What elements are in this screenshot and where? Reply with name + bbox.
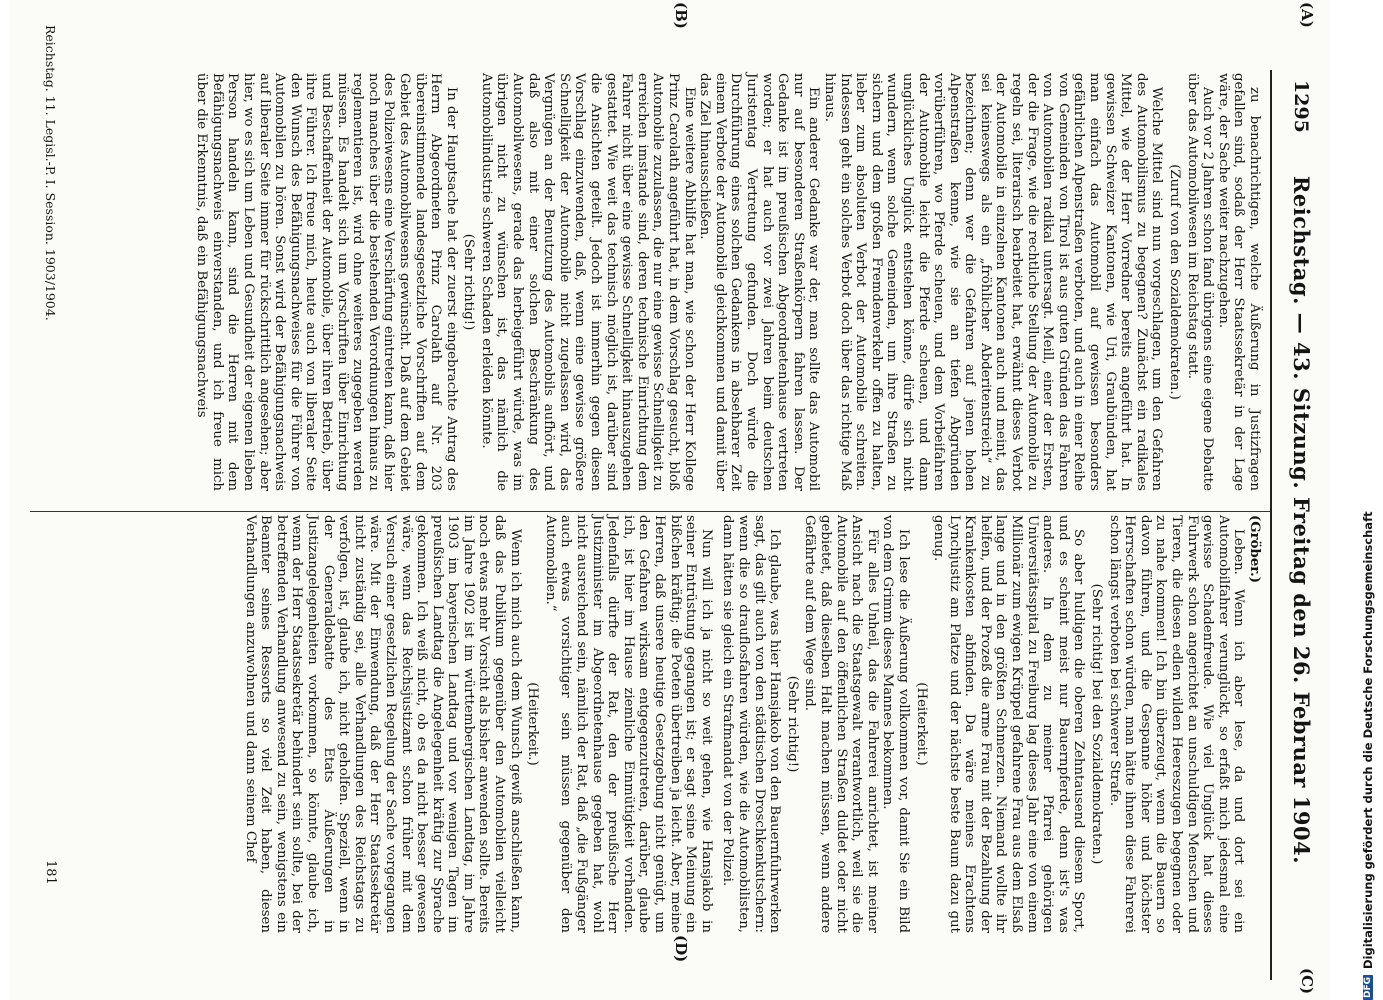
document-page xyxy=(10,0,1330,1000)
paragraph: Ich lese die Äußerung vollkommen vor, damit Sie ein Bild von dem Grimm dieses Mannes bekommen. xyxy=(880,515,911,933)
paragraph: Welche Mittel sind nun vorgeschlagen, um den Gefahren des Automobilismus zu begegnen? Zunächst ein radikales Mittel, wie der Herr Vorredner bereits angeführt hat. In gewissen Schweizer Kantonen, wie Uri, Graubünden, hat man einfach das Automobil auf gewissen besonders gefährlichen Alpenstraßen verboten, und auch in einer Reihe von Gemeinden von Tirol ist aus guten Gründen das Fahren von Automobilen radikal untersagt. Meill, einer der Ersten, der die Frage, wie die rechtliche Stellung der Automobile zu regeln sei, literarisch bearbeitet hat, erwähnt dieses Verbot der Automobile in einzelnen Kantonen auch und meint, das sei keineswegs als ein „fröhlicher Abderitenstreich“ zu bezeichnen; denn wer die Gefahren auf jenen hohen Alpenstraßen kenne, wie sie an tiefen Abgründen vorüberführen, wo Pferde scheuen, und dem Vorbeifahren der Automobile leicht die Pferde scheuen, und dann unglückliches Unglück entstehen könne, dürfe sich nicht wundern, wenn solche Gemeinden, um ihre Straßen zu sichern und dem großen Fremdenverkehr offen zu halten, lieber zum absoluten Verbot der Automobile schreiten. Indessen geht ein solches Verbot doch über das richtige Maß hinaus. xyxy=(821,73,1165,491)
interjection: (Sehr richtig!) xyxy=(784,675,800,773)
page-header xyxy=(1276,70,1316,970)
speaker-name: (Gröber.) xyxy=(1247,515,1262,583)
digitization-credit xyxy=(1361,0,1375,1000)
interjection: (Zuruf von den Sozialdemokraten.) xyxy=(1167,164,1183,400)
header-title: Reichstag. — 43. Sitzung. Freitag den 26. Februar 1904. xyxy=(1289,175,1314,865)
interjection: (Sehr richtig! bei den Sozialdemokraten.) xyxy=(1089,583,1105,865)
left-column xyxy=(242,515,1262,933)
interjection: (Heiterkeit.) xyxy=(913,682,929,766)
margin-mark-c: (C) xyxy=(1298,968,1316,995)
margin-mark-d: (D) xyxy=(672,935,690,963)
column-divider xyxy=(30,511,1270,512)
credit-text: Digitalisierung gefördert durch die Deutsche Forschungsgemeinschaft xyxy=(1361,511,1375,969)
paragraph: zu benachrichtigen, welche Äußerung in Justizfragen gefallen sind, sodaß der Herr Staatssekretär in der Lage wäre, der Sache weiter nachzugehen. xyxy=(1215,73,1262,491)
paragraph: Eine weitere Abhilfe hat man, wie schon der Herr Kollege Prinz Carolath angeführt hat, in dem Vorschlag gesucht, bloß Automobile zuzulassen, die nur eine gewisse Schnelligkeit zu erreichen imstande sind, deren technische Einrichtung dem Fahrer nicht über eine gewisse Schnelligkeit hinauszugehen gestattet. Wie weit das technisch möglich ist, darüber sind die Ansichten geteilt. Jedoch ist immerhin gegen diesen Vorschlag einzuwenden, daß, wenn eine gewisse größere Schnelligkeit der Automobile nicht zugelassen wird, das Vergnügen an der Benutzung des Automobils aufhört, und daß also mit einer solchen Beschränkung des Automobilwesens, gerade das herbeigeführt würde, was im übrigen nicht zu wünschen ist, das nämlich die Automobilindustrie schweren Schaden erleiden könnte. xyxy=(478,73,697,491)
paragraph: Ein anderer Gedanke war der, man sollte das Automobil nur auf besonderen Straßenkörpern fahren lassen. Der Gedanke ist im preußischen Abgeordnetenhause vertreten worden; er hat auch vor zwei Jahren beim deutschen Juristentag Vertretung gefunden. Doch würde die Durchführung eines solchen Gedankens in absehbarer Zeit einem Verbote der Automobile gleichkommen und damit über das Ziel hinausschießen. xyxy=(697,73,822,491)
footer-source: Reichstag. 11. Legisl.-P. I. Session. 1903/1904. xyxy=(43,25,58,321)
paragraph: Nun will ich ja nicht so weit gehen, wie Hansjakob in seiner Entrüstung gegangen ist; er sagt seine Meinung ein bißchen kräftig; die Poeten übertreiben ja leicht. Aber, meine Herren, daß unsere heutige Gesetzgebung nicht genügt, um den Gefahren wirksam entgegenzutreten, darüber, glaube ich, ist hier im Hause ziemliche Einmütigkeit vorhanden. Jedenfalls dürfte der Rat, den der preußische Herr Justizminister im Abgeordnetenhause gegeben hat, wohl nicht ausreichend sein, nämlich der Rat, daß „die Fußgänger auch etwas vorsichtiger sein müssen gegenüber den Automobilen.“ xyxy=(542,515,714,933)
right-column xyxy=(194,73,1262,491)
paragraph: Wenn ich mich auch dem Wunsch gewiß anschließen kann, daß das Publikum gegenüber den Automobilen vielleicht noch etwas mehr Vorsicht als bisher anwenden sollte. Bereits im Jahre 1902 ist im württembergischen Landtag, im Jahre 1903 im bayerischen Landtag und vor wenigen Tagen im preußischen Landtag die Angelegenheit kräftig zur Sprache gekommen. Ich weiß nicht, ob es da nicht besser gewesen wäre, wenn das Reichsjustizamt schon früher mit dem Versuch einer gesetzlichen Regelung der Sache vorgegangen wäre. Mit der Einwendung, daß der Herr Staatssekretär nicht zuständig sei, alle Verhandlungen des Reichstags zu verfolgen, ist, glaube ich, nicht geholfen. Speziell, wenn in der Generaldebatte des Etats Äußerungen in Justizangelegenheiten vorkommen, so könnte, glaube ich, wenn der Herr Staatssekretär behindert sein sollte, bei der betreffenden Verhandlung anwesend zu sein, wenigstens ein Beamter seines Ressorts so viel Zeit haben, diesen Verhandlungen anzuwohnen und dann seinem Chef xyxy=(242,515,523,933)
margin-mark-b: (B) xyxy=(672,2,690,29)
paragraph: Auch vor 2 Jahren schon fand übrigens eine eigene Debatte über das Automobilwesen im Reichstag statt. xyxy=(1184,73,1216,491)
paragraph: In der Hauptsache hat der zuerst eingebrachte Antrag des Herrn Abgeordneten Prinz Carolath auf Nr. 203 übereinstimmende landesgesetzliche Vorschriften auf dem Gebiet des Automobilwesens gewünscht. Daß auf dem Gebiet des Polizeiwesens eine Verschärfung eintreten kann, daß hier noch manches über die bestehenden Verordnungen hinaus zu reglementieren ist, wird ohne weiteres zugegeben werden müssen. Es handelt sich um Vorschriften über Einrichtung und Beschaffenheit der Automobile, über ihren Betrieb, über ihre Führer. Ich freue mich, heute auch von liberaler Seite den Wunsch des Befähigungsnachweises für die Führer von Automobilen zu hören. Sonst wird der Befähigungsnachweis auf liberaler Seite immer für rückschrittlich angesehen; aber hier, wo es sich um Leben und Gesundheit der eigenen lieben Person handeln kann, sind die Herren mit dem Befähigungsnachweis einverstanden, und ich freue mich über die Erkenntnis, daß ein Befähigungsnachweis xyxy=(194,73,459,491)
paragraph: Für alles Unheil, das die Fahrerei anrichtet, ist meiner Ansicht nach die Staatsgewalt verantwortlich, weil sie die Automobile auf den öffentlichen Straßen duldet oder nicht gebietet, daß dieselben Halt machen müssen, wenn andere Gefährte auf dem Wege sind. xyxy=(802,515,880,933)
header-rule xyxy=(1270,70,1272,980)
paragraph: Ich glaube, was hier Hansjakob von den Bauernfuhrwerken sagt, das gilt auch von den städtischen Droschkenkutschern: wenn die so drauflosfahren würden, wie die Automobilisten, dann hätten sie gleich ein Strafmandat von der Polizei. xyxy=(720,515,783,933)
paragraph: So aber huldigen die oberen Zehntausend diesem Sport, und es scheint meist nur Bauernpferde, denn ist's was anderes. In dem zu meiner Pfarrei gehörigen Universitätsspital zu Freiburg lag dieses Jahr eine von einem Millionär zum ewigen Krüppel gefahrene Frau aus dem Elsaß lange und in den größten Schmerzen. Niemand wollte ihr helfen, und der Prozeß die arme Frau mit der Bezahlung der Krankenkosten abfinden. Da wäre meines Erachtens Lynchjustiz am Platze und der nächste beste Baum dazu gut genug. xyxy=(931,515,1087,933)
interjection: (Sehr richtig!) xyxy=(461,233,477,331)
header-page-number: 1295 xyxy=(1290,80,1312,133)
interjection: (Heiterkeit.) xyxy=(525,682,541,766)
margin-mark-a: (A) xyxy=(1298,2,1316,28)
footer-page-number: 181 xyxy=(43,860,58,885)
dfg-logo-icon: DFG xyxy=(1363,976,1373,998)
paragraph: Leben. Wenn ich aber lese, da und dort sei ein Automobilfahrer verunglückt, so erfaßt mich jedesmal eine gewisse Schadenfreude. Wie viel Unglück hat dieses Fuhrwerk schon angerichtet an unschuldigen Menschen und Tieren, die diesen edlen wilden Heereszugen begegnen oder zu nahe kommen! Ich bin überzeugt, wenn die Bauern so davon führen, und die Gespanne höher und höchster Herrschaften schon würden, man hätte ihnen diese Fahrerei schon längst verboten bei schwerer Strafe. xyxy=(1106,515,1247,933)
